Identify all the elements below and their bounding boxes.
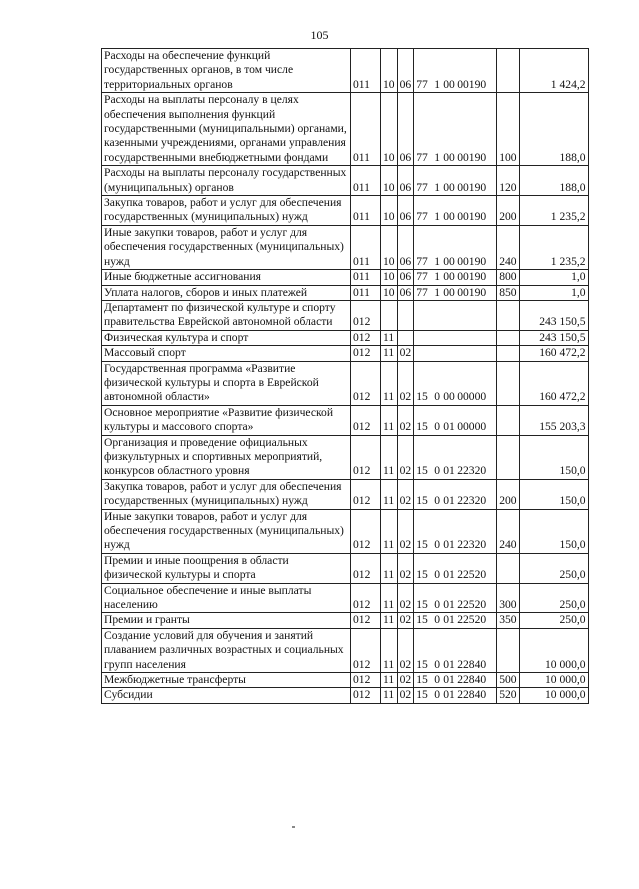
subsection-code-cell: 06 [397,225,414,269]
expense-type-cell: 100 [497,93,519,166]
amount-cell: 243 150,5 [519,300,588,330]
row-name-cell: Иные бюджетные ассигнования [102,270,351,285]
amount-cell: 1 235,2 [519,196,588,226]
activity-code: 01 [443,538,455,552]
activity-code: 00 [443,285,455,299]
subprogram-code: 1 [434,77,440,91]
subsection-code-cell: 02 [397,405,414,435]
program-code: 15 [416,538,428,552]
activity-code: 01 [443,568,455,582]
target-article-cell [414,628,497,672]
amount-cell: 243 150,5 [519,330,588,345]
direction-code: 22840 [457,657,487,671]
row-name-cell: Уплата налогов, сборов и иных платежей [102,285,351,300]
section-code-cell: 11 [381,346,398,361]
section-code-cell: 10 [381,285,398,300]
amount-cell: 150,0 [519,435,588,479]
subprogram-code: 0 [434,613,440,627]
amount-cell: 155 203,3 [519,405,588,435]
program-code: 77 [416,180,428,194]
section-code-cell: 11 [381,479,398,509]
program-code: 77 [416,77,428,91]
subsection-code-cell: 06 [397,49,414,93]
direction-code: 22840 [457,688,487,702]
activity-code: 00 [443,210,455,224]
target-article-cell [414,405,497,435]
program-code: 15 [416,688,428,702]
direction-code: 00000 [457,390,487,404]
target-article-cell [414,479,497,509]
table-row [102,688,589,703]
direction-code: 22520 [457,613,487,627]
subprogram-code: 1 [434,270,440,284]
expense-type-cell: 240 [497,225,519,269]
table-row [102,166,589,196]
subsection-code-cell: 02 [397,688,414,703]
target-article-cell [414,509,497,553]
expense-type-cell [497,49,519,93]
expense-type-cell [497,361,519,405]
target-article-cell [414,553,497,583]
activity-code: 01 [443,598,455,612]
subprogram-code: 1 [434,254,440,268]
section-code-cell: 10 [381,196,398,226]
section-code-cell: 11 [381,435,398,479]
direction-code: 00190 [457,254,487,268]
subsection-code-cell: 02 [397,346,414,361]
budget-table [101,48,589,704]
amount-cell: 188,0 [519,166,588,196]
program-code: 77 [416,285,428,299]
target-article-cell [414,196,497,226]
program-code: 15 [416,494,428,508]
ministry-code-cell: 012 [351,405,381,435]
target-article-cell [414,613,497,628]
expense-type-cell [497,346,519,361]
subprogram-code: 1 [434,180,440,194]
subprogram-code: 0 [434,657,440,671]
ministry-code-cell: 011 [351,93,381,166]
expense-type-cell: 200 [497,196,519,226]
table-row [102,93,589,166]
scan-mark [292,826,295,828]
target-article-cell [414,435,497,479]
expense-type-cell: 120 [497,166,519,196]
table-row [102,583,589,613]
target-article-cell [414,285,497,300]
row-name-cell: Иные закупки товаров, работ и услуг для обеспечения государственных (муниципальных) нужд [102,225,351,269]
expense-type-cell: 300 [497,583,519,613]
target-article-cell [414,166,497,196]
subsection-code-cell: 02 [397,628,414,672]
direction-code: 00190 [457,285,487,299]
target-article-cell [414,300,497,330]
table-row [102,270,589,285]
section-code-cell: 11 [381,673,398,688]
program-code: 77 [416,254,428,268]
table-row [102,628,589,672]
activity-code: 01 [443,688,455,702]
ministry-code-cell: 012 [351,479,381,509]
target-article-cell [414,270,497,285]
ministry-code-cell: 011 [351,196,381,226]
table-row [102,346,589,361]
section-code-cell: 11 [381,628,398,672]
direction-code: 00190 [457,210,487,224]
ministry-code-cell: 012 [351,300,381,330]
activity-code: 01 [443,657,455,671]
expense-type-cell [497,300,519,330]
subsection-code-cell: 06 [397,93,414,166]
program-code: 77 [416,270,428,284]
activity-code: 01 [443,494,455,508]
row-name-cell: Расходы на выплаты персоналу в целях обеспечения выполнения функций государственными (муниципальными) органами, казенными учреждениями, органами управления государственными внебюджетными фондами [102,93,351,166]
section-code-cell: 10 [381,225,398,269]
direction-code: 00190 [457,150,487,164]
target-article-cell [414,361,497,405]
row-name-cell: Организация и проведение официальных физкультурных и спортивных мероприятий, конкурсов областного уровня [102,435,351,479]
section-code-cell: 11 [381,361,398,405]
table-row [102,49,589,93]
program-code: 15 [416,613,428,627]
section-code-cell: 11 [381,405,398,435]
row-name-cell: Основное мероприятие «Развитие физической культуры и массового спорта» [102,405,351,435]
direction-code: 22520 [457,598,487,612]
ministry-code-cell: 011 [351,166,381,196]
row-name-cell: Расходы на обеспечение функций государственных органов, в том числе территориальных органов [102,49,351,93]
subsection-code-cell: 06 [397,270,414,285]
section-code-cell: 10 [381,270,398,285]
amount-cell: 1 235,2 [519,225,588,269]
direction-code: 22320 [457,538,487,552]
subsection-code-cell: 02 [397,361,414,405]
amount-cell: 1,0 [519,285,588,300]
subprogram-code: 0 [434,688,440,702]
amount-cell: 10 000,0 [519,628,588,672]
page-number: 105 [310,28,329,42]
row-name-cell: Премии и иные поощрения в области физической культуры и спорта [102,553,351,583]
expense-type-cell: 800 [497,270,519,285]
subsection-code-cell: 02 [397,479,414,509]
subprogram-code: 1 [434,210,440,224]
subsection-code-cell [397,330,414,345]
subsection-code-cell: 02 [397,553,414,583]
amount-cell: 150,0 [519,479,588,509]
table-row [102,300,589,330]
expense-type-cell [497,330,519,345]
ministry-code-cell: 012 [351,346,381,361]
activity-code: 00 [443,390,455,404]
activity-code: 00 [443,77,455,91]
activity-code: 00 [443,270,455,284]
direction-code: 22840 [457,673,487,687]
row-name-cell: Расходы на выплаты персоналу государственных (муниципальных) органов [102,166,351,196]
subsection-code-cell: 02 [397,435,414,479]
program-code: 15 [416,673,428,687]
table-row [102,613,589,628]
row-name-cell: Премии и гранты [102,613,351,628]
ministry-code-cell: 012 [351,583,381,613]
expense-type-cell: 200 [497,479,519,509]
ministry-code-cell: 012 [351,673,381,688]
row-name-cell: Социальное обеспечение и иные выплаты населению [102,583,351,613]
subsection-code-cell: 02 [397,583,414,613]
section-code-cell: 11 [381,688,398,703]
table-row [102,435,589,479]
subprogram-code: 0 [434,538,440,552]
ministry-code-cell: 012 [351,509,381,553]
program-code: 15 [416,598,428,612]
activity-code: 00 [443,254,455,268]
section-code-cell: 10 [381,49,398,93]
table-row [102,673,589,688]
table-row [102,196,589,226]
expense-type-cell [497,553,519,583]
ministry-code-cell: 012 [351,688,381,703]
subsection-code-cell: 02 [397,673,414,688]
direction-code: 22520 [457,568,487,582]
ministry-code-cell: 011 [351,49,381,93]
ministry-code-cell: 012 [351,361,381,405]
table-row [102,330,589,345]
target-article-cell [414,688,497,703]
program-code: 15 [416,464,428,478]
row-name-cell: Массовый спорт [102,346,351,361]
row-name-cell: Департамент по физической культуре и спорту правительства Еврейской автономной области [102,300,351,330]
target-article-cell [414,673,497,688]
section-code-cell: 11 [381,583,398,613]
subprogram-code: 0 [434,464,440,478]
target-article-cell [414,49,497,93]
amount-cell: 250,0 [519,553,588,583]
expense-type-cell: 350 [497,613,519,628]
activity-code: 01 [443,613,455,627]
subprogram-code: 0 [434,598,440,612]
table-row [102,479,589,509]
table-row [102,509,589,553]
target-article-cell [414,225,497,269]
row-name-cell: Закупка товаров, работ и услуг для обеспечения государственных (муниципальных) нужд [102,479,351,509]
subsection-code-cell: 06 [397,196,414,226]
row-name-cell: Физическая культура и спорт [102,330,351,345]
activity-code: 01 [443,420,455,434]
row-name-cell: Субсидии [102,688,351,703]
subsection-code-cell: 06 [397,285,414,300]
subsection-code-cell: 02 [397,509,414,553]
expense-type-cell: 520 [497,688,519,703]
direction-code: 00190 [457,77,487,91]
amount-cell: 188,0 [519,93,588,166]
section-code-cell: 11 [381,330,398,345]
activity-code: 00 [443,150,455,164]
expense-type-cell [497,405,519,435]
ministry-code-cell: 012 [351,435,381,479]
row-name-cell: Государственная программа «Развитие физической культуры и спорта в Еврейской автономной области» [102,361,351,405]
expense-type-cell: 500 [497,673,519,688]
activity-code: 00 [443,180,455,194]
section-code-cell: 10 [381,166,398,196]
ministry-code-cell: 011 [351,225,381,269]
amount-cell: 1 424,2 [519,49,588,93]
table-row [102,405,589,435]
row-name-cell: Иные закупки товаров, работ и услуг для обеспечения государственных (муниципальных) нужд [102,509,351,553]
program-code: 15 [416,390,428,404]
subprogram-code: 1 [434,150,440,164]
program-code: 15 [416,420,428,434]
direction-code: 00190 [457,270,487,284]
amount-cell: 1,0 [519,270,588,285]
target-article-cell [414,346,497,361]
subprogram-code: 0 [434,568,440,582]
row-name-cell: Межбюджетные трансферты [102,673,351,688]
program-code: 77 [416,210,428,224]
amount-cell: 10 000,0 [519,688,588,703]
subsection-code-cell: 02 [397,613,414,628]
section-code-cell: 11 [381,553,398,583]
section-code-cell: 11 [381,509,398,553]
subprogram-code: 0 [434,390,440,404]
ministry-code-cell: 012 [351,628,381,672]
ministry-code-cell: 012 [351,330,381,345]
section-code-cell: 11 [381,613,398,628]
ministry-code-cell: 011 [351,285,381,300]
program-code: 77 [416,150,428,164]
table-row [102,361,589,405]
section-code-cell: 10 [381,93,398,166]
activity-code: 01 [443,673,455,687]
ministry-code-cell: 011 [351,270,381,285]
subprogram-code: 0 [434,494,440,508]
target-article-cell [414,330,497,345]
direction-code: 00190 [457,180,487,194]
budget-table-body [102,49,589,704]
program-code: 15 [416,657,428,671]
direction-code: 22320 [457,494,487,508]
expense-type-cell [497,435,519,479]
amount-cell: 150,0 [519,509,588,553]
expense-type-cell: 240 [497,509,519,553]
subprogram-code: 1 [434,285,440,299]
ministry-code-cell: 012 [351,613,381,628]
expense-type-cell [497,628,519,672]
target-article-cell [414,583,497,613]
subsection-code-cell [397,300,414,330]
table-row [102,225,589,269]
table-row [102,285,589,300]
amount-cell: 250,0 [519,583,588,613]
amount-cell: 160 472,2 [519,346,588,361]
activity-code: 01 [443,464,455,478]
program-code: 15 [416,568,428,582]
subsection-code-cell: 06 [397,166,414,196]
direction-code: 00000 [457,420,487,434]
subprogram-code: 0 [434,673,440,687]
amount-cell: 10 000,0 [519,673,588,688]
table-row [102,553,589,583]
target-article-cell [414,93,497,166]
direction-code: 22320 [457,464,487,478]
amount-cell: 160 472,2 [519,361,588,405]
row-name-cell: Создание условий для обучения и занятий плаванием различных возрастных и социальных групп населения [102,628,351,672]
section-code-cell [381,300,398,330]
row-name-cell: Закупка товаров, работ и услуг для обеспечения государственных (муниципальных) нужд [102,196,351,226]
amount-cell: 250,0 [519,613,588,628]
expense-type-cell: 850 [497,285,519,300]
ministry-code-cell: 012 [351,553,381,583]
subprogram-code: 0 [434,420,440,434]
